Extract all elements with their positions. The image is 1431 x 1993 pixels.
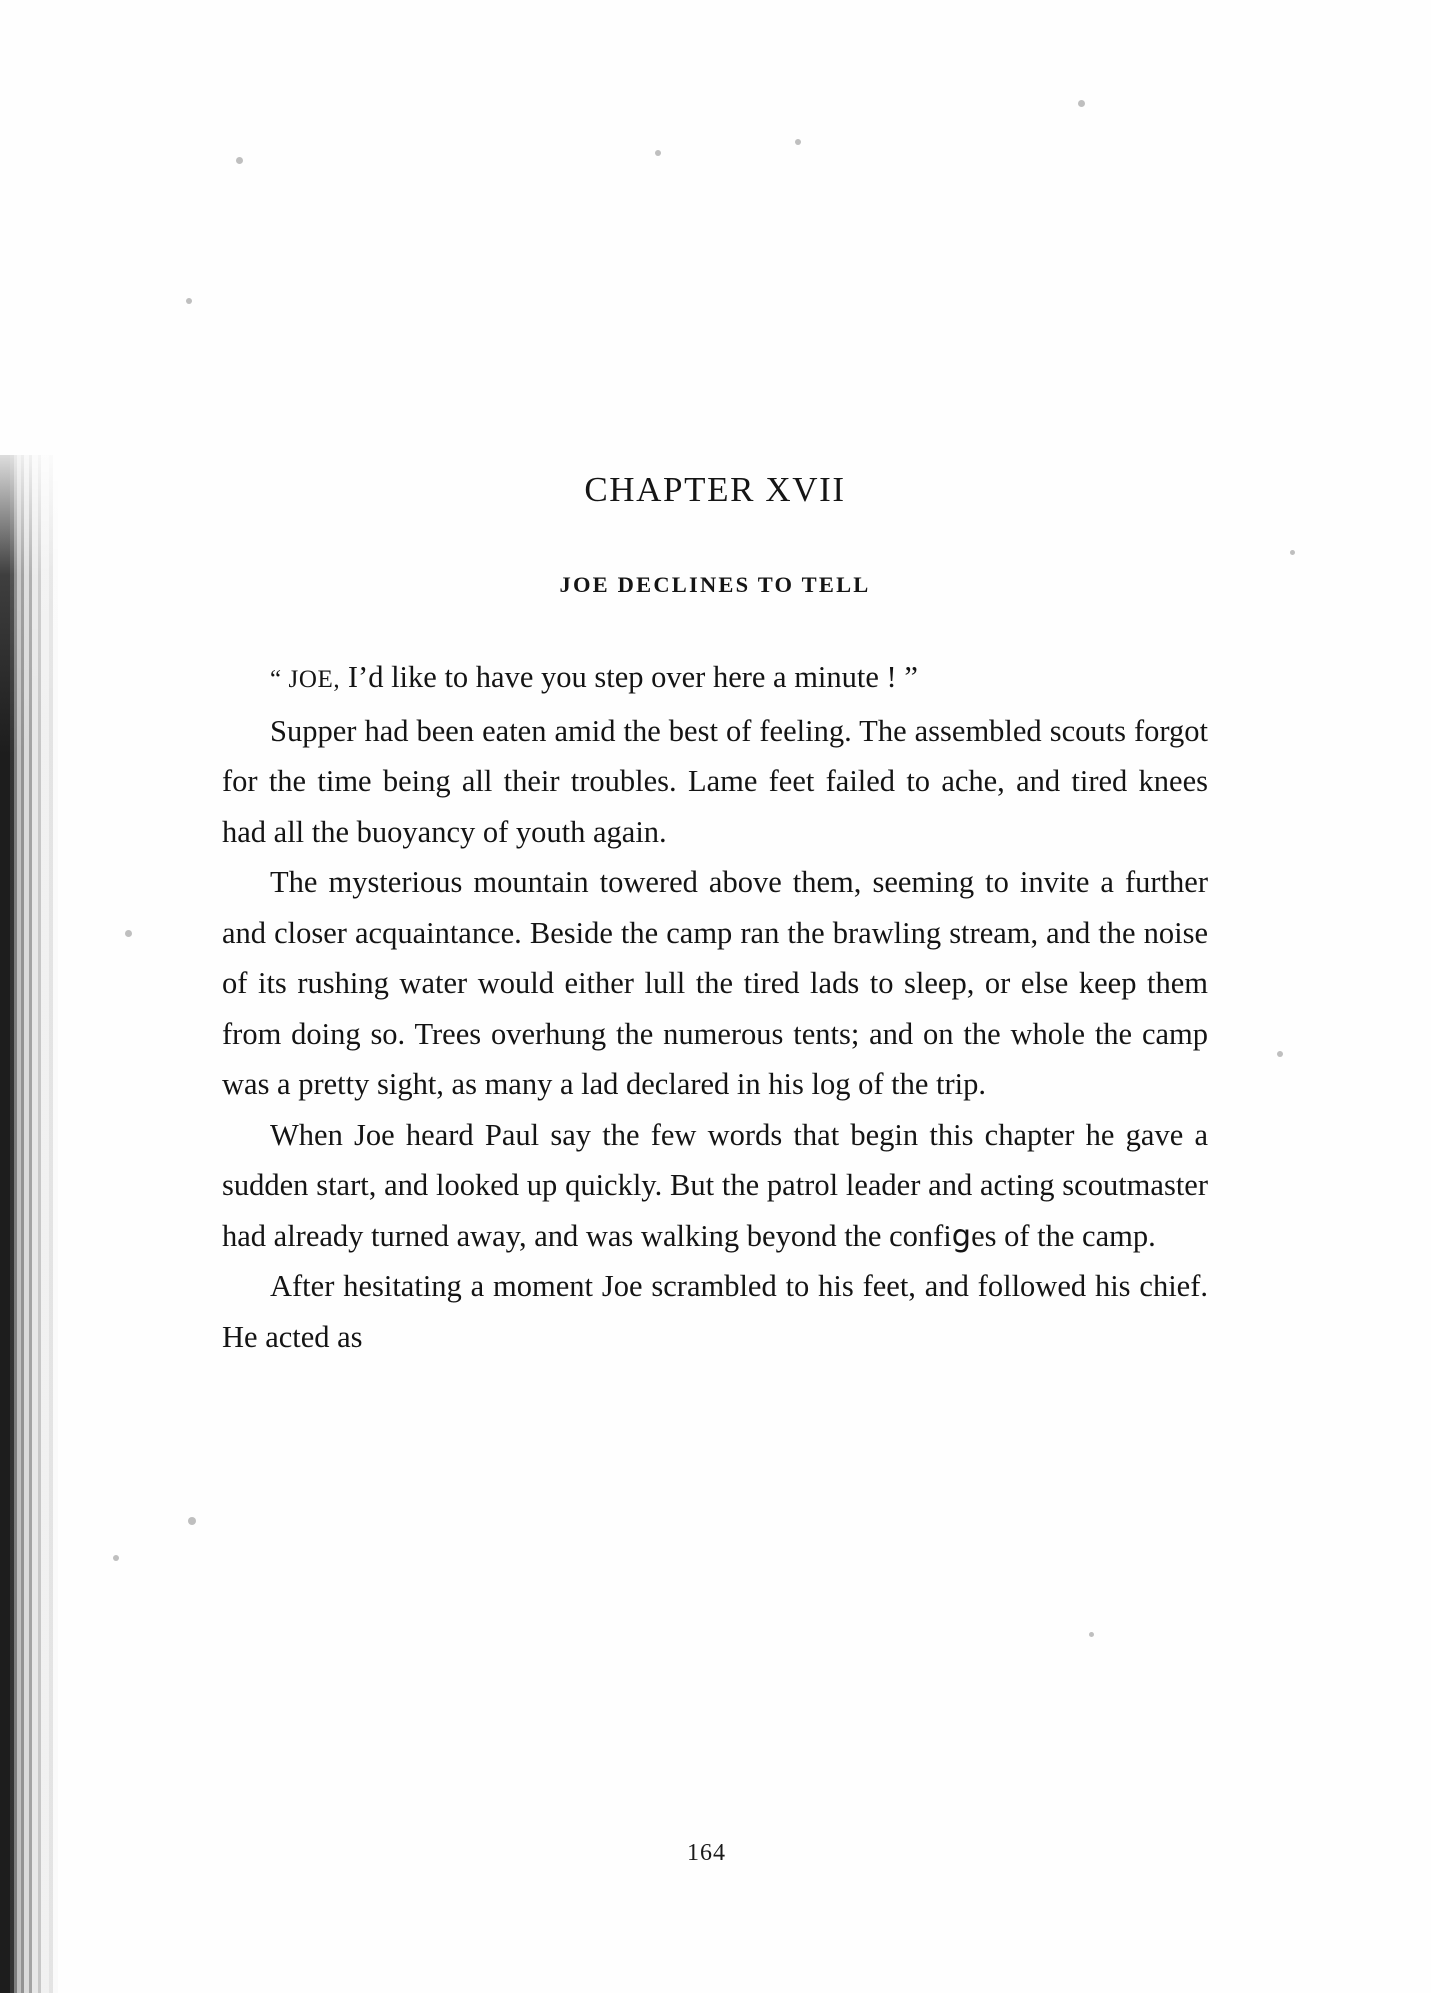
scan-speck [236, 157, 243, 164]
paragraph-text: After hesitating a moment Joe scrambled to his feet, and followed his chief. He acted as [222, 1269, 1208, 1354]
paragraph-text: The mysterious mountain towered above them, seeming to invite a further and closer acquaintance. Beside the camp ran the brawling stream, and the noise of its rushing water would either lull the tired lads to sleep, or else keep them from doing so. Trees overhung the numerous tents; and on the whole the camp was a pretty sight, as many a lad declared in his log of the trip. [222, 865, 1208, 1101]
paragraph-text: Supper had been eaten amid the best of feeling. The assembled scouts forgot for the time being all their troubles. Lame feet failed to ache, and tired knees had all the buoyancy of youth again. [222, 713, 1208, 849]
paragraph [222, 1110, 1208, 1262]
paragraph-text: When Joe heard Paul say the few words that begin this chapter he gave a sudden start, and looked up quickly. But the patrol leader and acting scoutmaster had already turned away, and was walking beyond the confiցes of the camp. [222, 1117, 1208, 1253]
paragraph [222, 857, 1208, 1110]
page-number [0, 1840, 1431, 1867]
chapter-subtitle: JOE DECLINES TO TELL [559, 572, 871, 597]
scan-speck [188, 1517, 196, 1525]
scan-speck [1078, 100, 1085, 107]
scan-speck [1277, 1051, 1283, 1057]
paragraph-text: I’d like to have you step over here a minute ! ” [340, 660, 918, 694]
chapter-title: CHAPTER XVII [584, 470, 846, 509]
scan-speck [186, 298, 192, 304]
scan-speck [125, 930, 132, 937]
scan-speck [795, 139, 801, 145]
page-number-value: 164 [687, 1840, 726, 1866]
binding-gutter [0, 455, 58, 1993]
paragraph [222, 1261, 1208, 1362]
scan-speck [113, 1555, 119, 1561]
page-content [222, 470, 1208, 1362]
scan-speck [655, 150, 661, 156]
paragraph [222, 706, 1208, 858]
scan-speck [1290, 550, 1295, 555]
scan-speck [1089, 1632, 1094, 1637]
opening-smallcaps: “ JOE, [270, 666, 341, 693]
paragraph [222, 652, 1208, 706]
